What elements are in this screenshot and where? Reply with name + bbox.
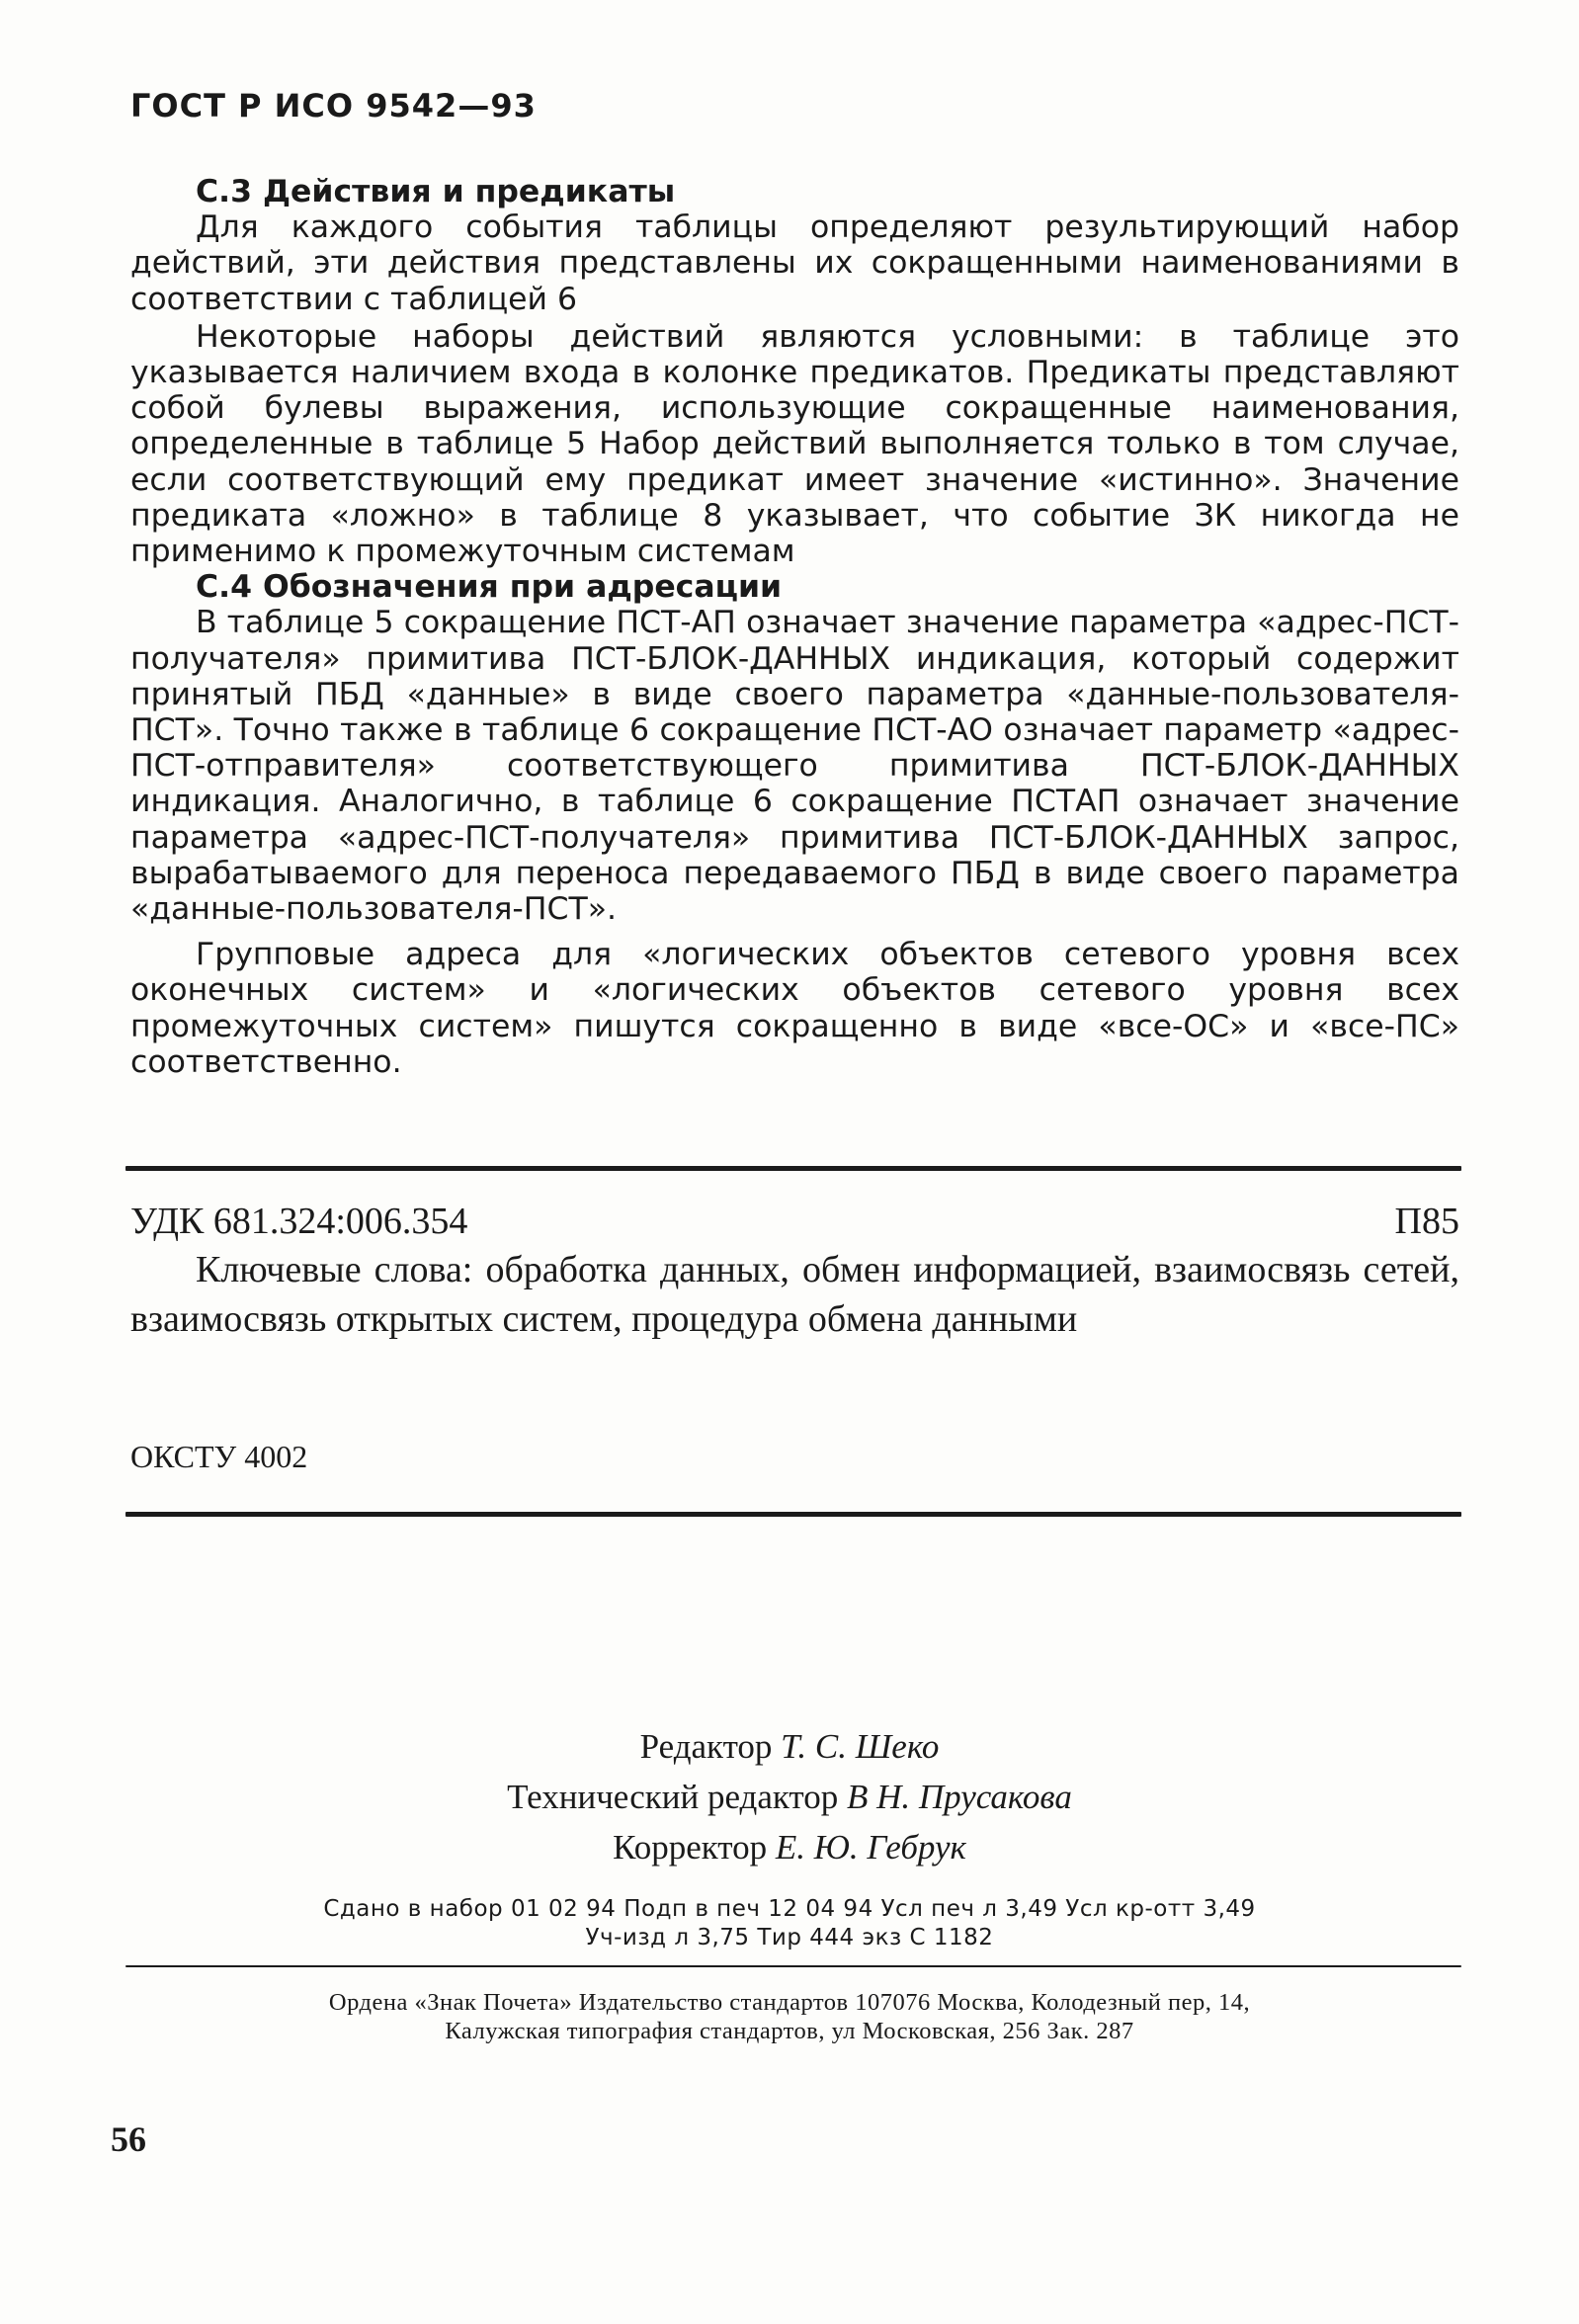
corrector-name: Е. Ю. Гебрук	[775, 1828, 966, 1867]
bottom-divider	[125, 1512, 1461, 1517]
editor-label: Редактор	[639, 1727, 773, 1766]
group-code: П85	[1394, 1201, 1459, 1242]
editor-name: Т. С. Шеко	[781, 1727, 940, 1766]
top-divider	[125, 1166, 1461, 1171]
imprint-line: Сдано в набор 01 02 94 Подп в печ 12 04 94 Усл печ л 3,49 Усл кр-отт 3,49	[323, 1896, 1256, 1922]
corrector-line	[0, 1822, 1579, 1872]
credits	[0, 1721, 1579, 1872]
paragraph: Для каждого события таблицы определяют результирующий набор действий, эти действия представлены их сокращенными наименованиями в соответствии с таблицей 6	[130, 209, 1459, 317]
imprint-line: Уч-изд л 3,75 Тир 444 экз С 1182	[585, 1925, 994, 1950]
paragraph: Групповые адреса для «логических объектов сетевого уровня всех оконечных систем» и «логических объектов сетевого уровня всех промежуточных систем» пишутся сокращенно в виде «все-ОС» и «все-ПС» соответственно.	[130, 937, 1459, 1080]
tech-editor-line	[0, 1772, 1579, 1822]
paragraph: Некоторые наборы действий являются условными: в таблице это указывается наличием входа в колонке предикатов. Предикаты представляют собой булевы выражения, использующие сокращенные наименования, определенные в таблице 5 Набор действий выполняется только в том случае, если соответствующий ему предикат имеет значение «истинно». Значение предиката «ложно» в таблице 8 указывает, что событие ЗК никогда не применимо к промежуточным системам	[130, 318, 1459, 570]
corrector-label: Корректор	[613, 1828, 768, 1867]
publisher-info	[0, 1988, 1579, 2045]
paragraph: В таблице 5 сокращение ПСТ-АП означает значение параметра «адрес-ПСТ-получателя» примитива ПСТ-БЛОК-ДАННЫХ индикация, который содержит принятый ПБД «данные» в виде своего параметра «данные-пользователя-ПСТ». Точно также в таблице 6 сокращение ПСТ-АО означает параметр «адрес-ПСТ-отправителя» соответствующего примитива ПСТ-БЛОК-ДАННЫХ индикация. Аналогично, в таблице 6 сокращение ПСТАП означает значение параметра «адрес-ПСТ-получателя» примитива ПСТ-БЛОК-ДАННЫХ запрос, вырабатываемого для переноса передаваемого ПБД в виде своего параметра «данные-пользователя-ПСТ».	[130, 605, 1459, 928]
page-number: 56	[111, 2119, 146, 2159]
publisher-line: Ордена «Знак Почета» Издательство стандартов 107076 Москва, Колодезный пер, 14,	[328, 1989, 1251, 2016]
tech-editor-name: В Н. Прусакова	[847, 1778, 1072, 1816]
main-text	[130, 174, 1459, 1080]
publisher-line: Калужская типография стандартов, ул Московская, 256 Зак. 287	[445, 2018, 1134, 2044]
editor-line	[0, 1721, 1579, 1772]
keywords: Ключевые слова: обработка данных, обмен информацией, взаимосвязь сетей, взаимосвязь открытых систем, процедура обмена данными	[130, 1249, 1459, 1340]
section-title: С.3 Действия и предикаты	[196, 174, 676, 209]
tech-editor-label: Технический редактор	[507, 1778, 839, 1816]
print-imprint	[0, 1895, 1579, 1952]
section-title: С.4 Обозначения при адресации	[196, 569, 783, 606]
udk-code: УДК 681.324:006.354	[130, 1201, 468, 1242]
imprint-divider	[125, 1965, 1461, 1967]
standard-header: ГОСТ Р ИСО 9542—93	[130, 87, 537, 124]
okstu-code: ОКСТУ 4002	[130, 1439, 308, 1474]
udk-row	[130, 1200, 1459, 1243]
